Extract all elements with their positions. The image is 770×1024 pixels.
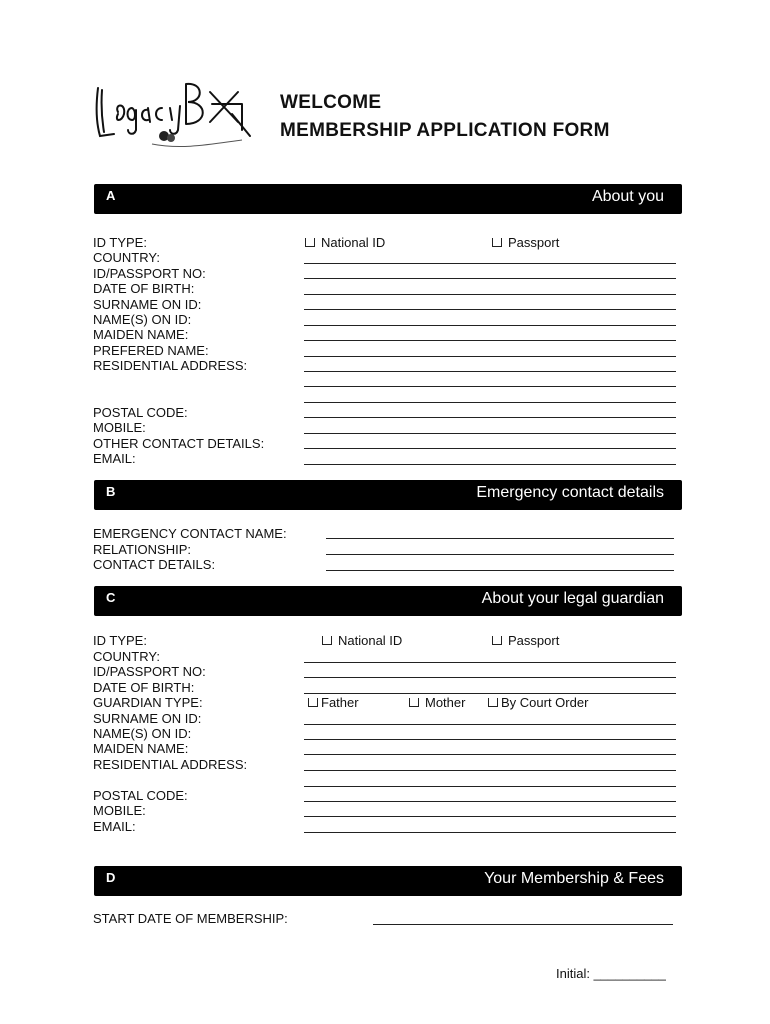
guardian-country-input-line[interactable] <box>304 662 676 663</box>
label-email: EMAIL: <box>93 451 136 466</box>
relationship-input-line[interactable] <box>326 554 674 555</box>
label-residential-address: RESIDENTIAL ADDRESS: <box>93 358 248 373</box>
contact-details-input-line[interactable] <box>326 570 674 571</box>
form-title: MEMBERSHIP APPLICATION FORM <box>280 120 610 141</box>
prefered-name-input-line[interactable] <box>304 356 676 357</box>
section-letter: D <box>106 870 116 885</box>
guardian-national-id-checkbox[interactable] <box>322 633 402 648</box>
logo-text: LegacyBoxing <box>92 74 99 75</box>
checkbox-icon <box>492 238 502 247</box>
section-letter: B <box>106 484 116 499</box>
guardian-residential-address-input-line-2[interactable] <box>304 786 676 787</box>
checkbox-icon <box>492 636 502 645</box>
checkbox-label: Mother <box>425 695 466 710</box>
emergency-name-input-line[interactable] <box>326 538 674 539</box>
section-title: About you <box>591 188 664 205</box>
guardian-email-input-line[interactable] <box>304 832 676 833</box>
section-title: About your legal guardian <box>481 590 664 607</box>
label-guardian-mobile: MOBILE: <box>93 803 146 818</box>
residential-address-input-line-2[interactable] <box>304 386 676 387</box>
initial-field[interactable]: Initial: __________ <box>556 966 666 981</box>
label-relationship: RELATIONSHIP: <box>93 542 192 557</box>
date-of-birth-input-line[interactable] <box>304 294 676 295</box>
section-c-header <box>94 586 682 616</box>
label-guardian-date-of-birth: DATE OF BIRTH: <box>93 680 195 695</box>
checkbox-icon <box>409 698 419 707</box>
label-maiden-name: MAIDEN NAME: <box>93 327 189 342</box>
label-id-passport-no: ID/PASSPORT NO: <box>93 266 206 281</box>
checkbox-label: National ID <box>321 235 386 250</box>
postal-code-input-line[interactable] <box>304 417 676 418</box>
guardian-names-input-line[interactable] <box>304 739 676 740</box>
checkbox-label: Passport <box>508 235 560 250</box>
label-start-date-of-membership: START DATE OF MEMBERSHIP: <box>93 911 288 926</box>
mobile-input-line[interactable] <box>304 433 676 434</box>
label-contact-details: CONTACT DETAILS: <box>93 557 216 572</box>
guardian-maiden-name-input-line[interactable] <box>304 754 676 755</box>
section-title: Your Membership & Fees <box>484 870 664 887</box>
email-input-line[interactable] <box>304 464 676 465</box>
surname-input-line[interactable] <box>304 309 676 310</box>
checkbox-label: By Court Order <box>501 695 589 710</box>
guardian-date-of-birth-input-line[interactable] <box>304 693 676 694</box>
welcome-title: WELCOME <box>280 92 382 113</box>
maiden-name-input-line[interactable] <box>304 340 676 341</box>
checkbox-label: Passport <box>508 633 560 648</box>
section-d-header <box>94 866 682 896</box>
guardian-postal-code-input-line[interactable] <box>304 801 676 802</box>
checkbox-label: National ID <box>338 633 403 648</box>
checkbox-icon <box>488 698 498 707</box>
guardian-mobile-input-line[interactable] <box>304 816 676 817</box>
passport-checkbox[interactable] <box>492 235 559 250</box>
section-b-header <box>94 480 682 510</box>
checkbox-icon <box>308 698 318 707</box>
section-letter: A <box>106 188 116 203</box>
label-other-contact: OTHER CONTACT DETAILS: <box>93 436 265 451</box>
checkbox-icon <box>305 238 315 247</box>
checkbox-label: Father <box>321 695 359 710</box>
guardian-father-checkbox[interactable] <box>308 695 359 710</box>
other-contact-input-line[interactable] <box>304 448 676 449</box>
residential-address-input-line[interactable] <box>304 371 676 372</box>
label-guardian-maiden-name: MAIDEN NAME: <box>93 741 189 756</box>
label-mobile: MOBILE: <box>93 420 146 435</box>
label-guardian-type: GUARDIAN TYPE: <box>93 695 203 710</box>
guardian-residential-address-input-line[interactable] <box>304 770 676 771</box>
label-guardian-email: EMAIL: <box>93 819 136 834</box>
label-guardian-surname: SURNAME ON ID: <box>93 711 202 726</box>
checkbox-icon <box>322 636 332 645</box>
label-guardian-names: NAME(S) ON ID: <box>93 726 192 741</box>
guardian-surname-input-line[interactable] <box>304 724 676 725</box>
section-title: Emergency contact details <box>476 484 664 501</box>
label-guardian-id-passport-no: ID/PASSPORT NO: <box>93 664 206 679</box>
label-guardian-residential-address: RESIDENTIAL ADDRESS: <box>93 757 248 772</box>
label-guardian-postal-code: POSTAL CODE: <box>93 788 188 803</box>
section-a-header <box>94 184 682 214</box>
label-country: COUNTRY: <box>93 250 160 265</box>
label-names: NAME(S) ON ID: <box>93 312 192 327</box>
label-surname: SURNAME ON ID: <box>93 297 202 312</box>
country-input-line[interactable] <box>304 263 676 264</box>
label-emergency-contact-name: EMERGENCY CONTACT NAME: <box>93 526 287 541</box>
legacy-boxing-logo <box>92 74 252 156</box>
names-input-line[interactable] <box>304 325 676 326</box>
id-passport-input-line[interactable] <box>304 278 676 279</box>
label-date-of-birth: DATE OF BIRTH: <box>93 281 195 296</box>
section-letter: C <box>106 590 116 605</box>
label-prefered-name: PREFERED NAME: <box>93 343 209 358</box>
national-id-checkbox[interactable] <box>305 235 385 250</box>
guardian-id-passport-input-line[interactable] <box>304 677 676 678</box>
residential-address-input-line-3[interactable] <box>304 402 676 403</box>
start-date-input-line[interactable] <box>373 924 673 925</box>
label-id-type: ID TYPE: <box>93 235 147 250</box>
guardian-mother-checkbox[interactable] <box>409 695 465 710</box>
label-guardian-country: COUNTRY: <box>93 649 160 664</box>
guardian-passport-checkbox[interactable] <box>492 633 559 648</box>
label-guardian-id-type: ID TYPE: <box>93 633 147 648</box>
guardian-court-order-checkbox[interactable] <box>488 695 588 710</box>
label-postal-code: POSTAL CODE: <box>93 405 188 420</box>
